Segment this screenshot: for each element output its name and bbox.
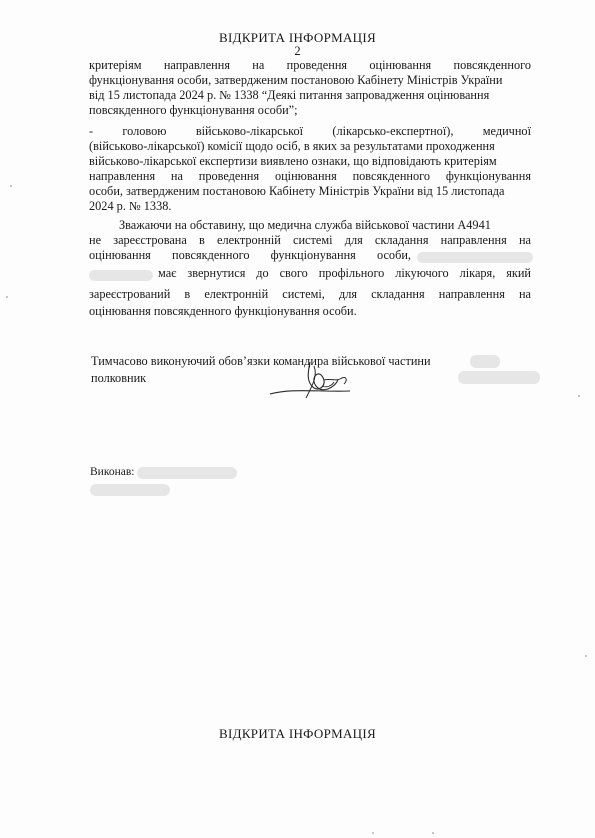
classification-header: ВІДКРИТА ІНФОРМАЦІЯ (219, 30, 376, 45)
body-line: - головою військово-лікарської (лікарсько-експертної), медичної (89, 124, 531, 138)
scan-speck (432, 832, 434, 834)
classification-footer: ВІДКРИТА ІНФОРМАЦІЯ (219, 726, 376, 741)
body-line: зареєстрований в електронній системі, для складання направлення на (89, 287, 531, 301)
redacted-name (89, 270, 153, 281)
body-line: повсякденного функціонування особи”; (89, 103, 298, 117)
body-line: від 15 листопада 2024 р. № 1338 “Деякі питання запровадження оцінювання (89, 88, 490, 102)
scan-speck (6, 296, 8, 298)
redacted-executor-name (137, 467, 237, 479)
body-line: має звернутися до свого профільного лікуючого лікаря, який (158, 266, 531, 280)
body-line: оцінювання повсякденного функціонування особи. (89, 304, 357, 318)
redacted-name (417, 252, 533, 263)
redacted-unit-number (470, 355, 500, 368)
signatory-position: Тимчасово виконуючий обов’язки командира військової частини (91, 354, 431, 368)
body-line: направлення на проведення оцінювання повсякденного функціонування (89, 169, 531, 183)
handwritten-signature (262, 358, 362, 406)
redacted-signatory-name (458, 371, 540, 384)
body-line: оцінювання повсякденного функціонування особи, (89, 248, 411, 262)
scan-speck (578, 395, 580, 397)
executor-label: Виконав: (90, 466, 135, 478)
scan-speck (10, 185, 12, 187)
signatory-rank: полковник (91, 371, 147, 385)
body-line: особи, затвердженим постановою Кабінету Міністрів України від 15 листопада (89, 184, 505, 198)
scan-speck (372, 832, 374, 834)
body-line: не зареєстрована в електронній системі для складання направлення на (89, 233, 531, 247)
body-line: військово-лікарської експертизи виявлено ознаки, що відповідають критеріям (89, 154, 497, 168)
body-line: критеріям направлення на проведення оцінювання повсякденного (89, 58, 531, 72)
body-line: (військово-лікарської) комісії щодо осіб, в яких за результатами проходження (89, 139, 495, 153)
body-line: функціонування особи, затвердженим постановою Кабінету Міністрів України (89, 73, 503, 87)
body-line: 2024 р. № 1338. (89, 199, 172, 213)
redacted-executor-phone (90, 484, 170, 496)
scan-speck (585, 655, 587, 657)
page-number: 2 (294, 44, 301, 58)
body-line: Зважаючи на обставину, що медична служба військової частини А4941 (119, 218, 491, 232)
